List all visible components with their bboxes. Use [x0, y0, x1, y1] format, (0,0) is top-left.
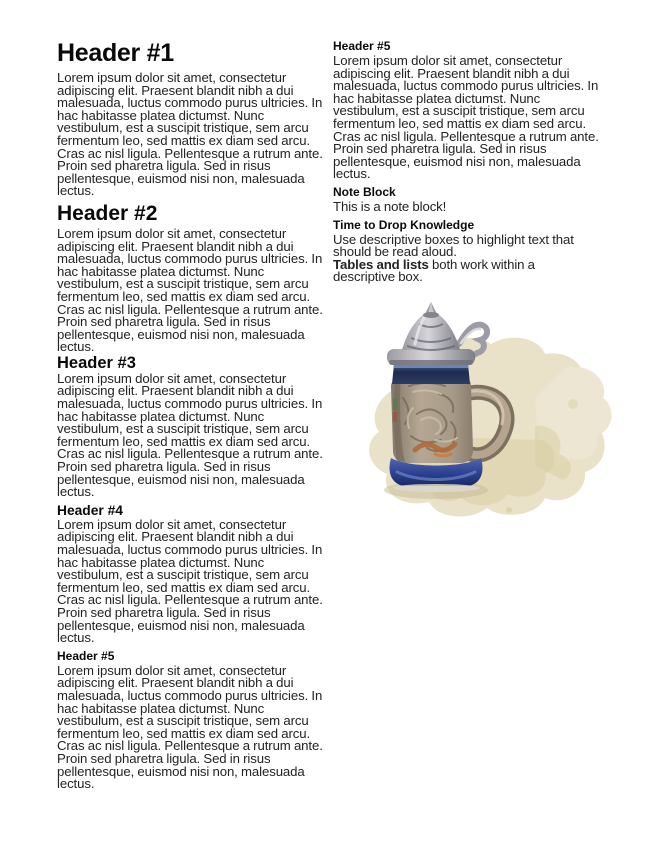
tables-note-rest: both work within a descriptive box. [333, 256, 535, 285]
note-block-text: This is a note block! [333, 198, 447, 214]
note-block-title: Note Block [333, 184, 396, 199]
body-paragraph: Lorem ipsum dolor sit amet, consectetur adipiscing elit. Praesent blandit nibh a dui malesuada, luctus commodo purus ultricies. In hac habitasse platea dictumst. Nunc vestibulum, est a suscipit tristique, sem arcu fermentum leo, sed mattis ex diam sed arcu. Cras ac nisl ligula. Pellentesque a rutrum ante. Proin sed pharetra ligula. Sed in risus pellentesque, euismod nisi non, malesuada lectus. [333, 53, 599, 182]
heading-5: Header #5 [57, 648, 115, 663]
body-paragraph: Lorem ipsum dolor sit amet, consectetur adipiscing elit. Praesent blandit nibh a dui malesuada, luctus commodo purus ultricies. In hac habitasse platea dictumst. Nunc vestibulum, est a suscipit tristique, sem arcu fermentum leo, sed mattis ex diam sed arcu. Cras ac nisl ligula. Pellentesque a rutrum ante. Proin sed pharetra ligula. Sed in risus pellentesque, euismod nisi non, malesuada lectus. [57, 225, 323, 355]
body-paragraph: Lorem ipsum dolor sit amet, consectetur adipiscing elit. Praesent blandit nibh a dui malesuada, luctus commodo purus ultricies. In hac habitasse platea dictumst. Nunc vestibulum, est a suscipit tristique, sem arcu fermentum leo, sed mattis ex diam sed arcu. Cras ac nisl ligula. Pellentesque a rutrum ante. Proin sed pharetra ligula. Sed in risus pellentesque, euismod nisi non, malesuada lectus. [57, 70, 323, 199]
heading-5-right: Header #5 [333, 39, 391, 53]
right-column [333, 40, 599, 534]
body-paragraph: Lorem ipsum dolor sit amet, consectetur adipiscing elit. Praesent blandit nibh a dui malesuada, luctus commodo purus ultricies. In hac habitasse platea dictumst. Nunc vestibulum, est a suscipit tristique, sem arcu fermentum leo, sed mattis ex diam sed arcu. Cras ac nisl ligula. Pellentesque a rutrum ante. Proin sed pharetra ligula. Sed in risus pellentesque, euismod nisi non, malesuada lectus. [57, 516, 323, 646]
heading-3: Header #3 [57, 353, 136, 372]
tables-note-bold-lead: Tables and lists [333, 256, 429, 272]
drop-knowledge-title: Time to Drop Knowledge [333, 217, 475, 232]
beer-stein-illustration [339, 302, 639, 534]
left-column [57, 40, 323, 791]
heading-4: Header #4 [57, 502, 123, 518]
body-paragraph: Lorem ipsum dolor sit amet, consectetur adipiscing elit. Praesent blandit nibh a dui malesuada, luctus commodo purus ultricies. In hac habitasse platea dictumst. Nunc vestibulum, est a suscipit tristique, sem arcu fermentum leo, sed mattis ex diam sed arcu. Cras ac nisl ligula. Pellentesque a rutrum ante. Proin sed pharetra ligula. Sed in risus pellentesque, euismod nisi non, malesuada lectus. [57, 662, 323, 792]
body-paragraph: Lorem ipsum dolor sit amet, consectetur adipiscing elit. Praesent blandit nibh a dui malesuada, luctus commodo purus ultricies. In hac habitasse platea dictumst. Nunc vestibulum, est a suscipit tristique, sem arcu fermentum leo, sed mattis ex diam sed arcu. Cras ac nisl ligula. Pellentesque a rutrum ante. Proin sed pharetra ligula. Sed in risus pellentesque, euismod nisi non, malesuada lectus. [57, 370, 323, 500]
heading-2: Header #2 [57, 201, 158, 225]
tables-note [333, 256, 599, 285]
heading-1: Header #1 [57, 39, 174, 67]
drop-knowledge-text: Use descriptive boxes to highlight text that should be read aloud. [333, 231, 574, 260]
